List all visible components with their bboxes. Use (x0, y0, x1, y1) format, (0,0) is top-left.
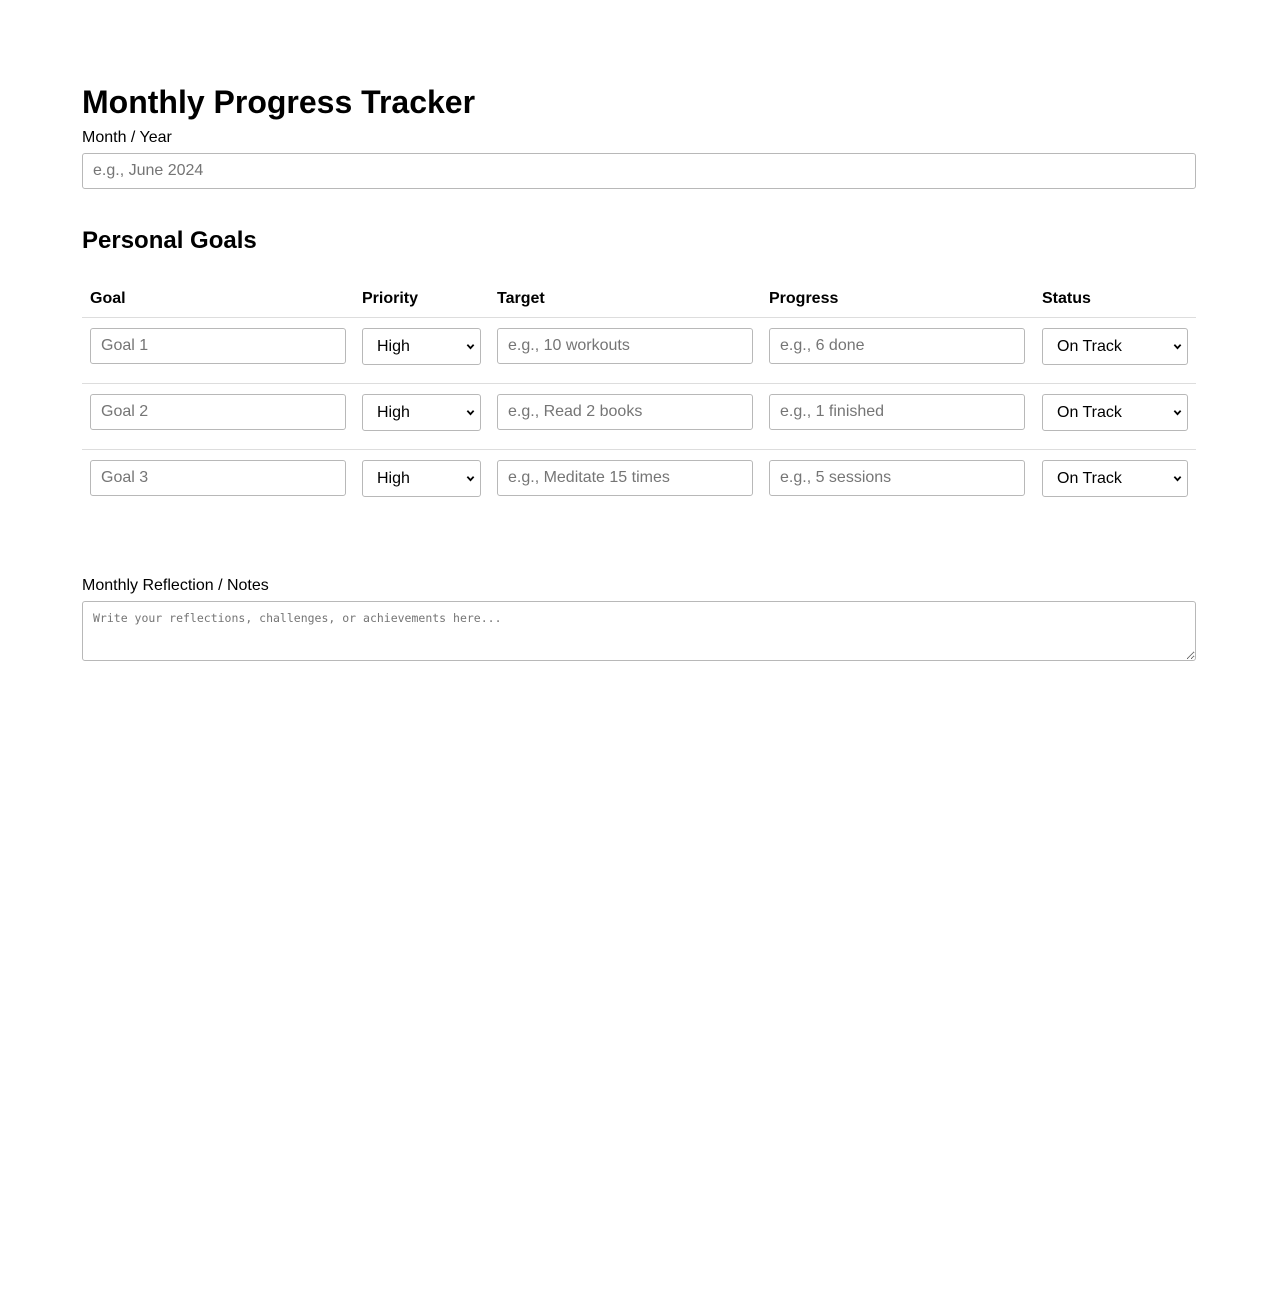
goal-1-target-input[interactable] (497, 328, 753, 364)
goal-2-status-select[interactable] (1042, 394, 1188, 431)
goal-3-target-input[interactable] (497, 460, 753, 496)
status-value: On Track (1057, 470, 1122, 487)
table-row (82, 384, 1196, 450)
goal-2-priority-select[interactable] (362, 394, 481, 431)
chevron-down-icon (466, 474, 475, 483)
month-year-label: Month / Year (82, 129, 172, 146)
column-header-priority: Priority (354, 281, 489, 318)
personal-goals-heading: Personal Goals (82, 227, 257, 254)
table-row (82, 450, 1196, 516)
goal-3-status-select[interactable] (1042, 460, 1188, 497)
table-row (82, 318, 1196, 384)
goal-2-target-input[interactable] (497, 394, 753, 430)
status-value: On Track (1057, 338, 1122, 355)
goal-1-progress-input[interactable] (769, 328, 1025, 364)
priority-value: High (377, 404, 410, 421)
chevron-down-icon (1173, 342, 1182, 351)
goal-1-status-select[interactable] (1042, 328, 1188, 365)
column-header-target: Target (489, 281, 761, 318)
column-header-progress: Progress (761, 281, 1034, 318)
goals-table (82, 281, 1196, 516)
page-title: Monthly Progress Tracker (82, 84, 476, 120)
priority-value: High (377, 470, 410, 487)
goal-3-priority-select[interactable] (362, 460, 481, 497)
priority-value: High (377, 338, 410, 355)
column-header-goal: Goal (82, 281, 354, 318)
status-value: On Track (1057, 404, 1122, 421)
goal-3-input[interactable] (90, 460, 346, 496)
notes-label: Monthly Reflection / Notes (82, 577, 269, 594)
chevron-down-icon (466, 342, 475, 351)
chevron-down-icon (466, 408, 475, 417)
notes-textarea[interactable] (82, 601, 1196, 661)
goal-2-input[interactable] (90, 394, 346, 430)
goal-3-progress-input[interactable] (769, 460, 1025, 496)
goal-1-priority-select[interactable] (362, 328, 481, 365)
month-year-input[interactable] (82, 153, 1196, 189)
goal-1-input[interactable] (90, 328, 346, 364)
goal-2-progress-input[interactable] (769, 394, 1025, 430)
chevron-down-icon (1173, 408, 1182, 417)
table-header-row (82, 281, 1196, 318)
column-header-status: Status (1034, 281, 1196, 318)
chevron-down-icon (1173, 474, 1182, 483)
